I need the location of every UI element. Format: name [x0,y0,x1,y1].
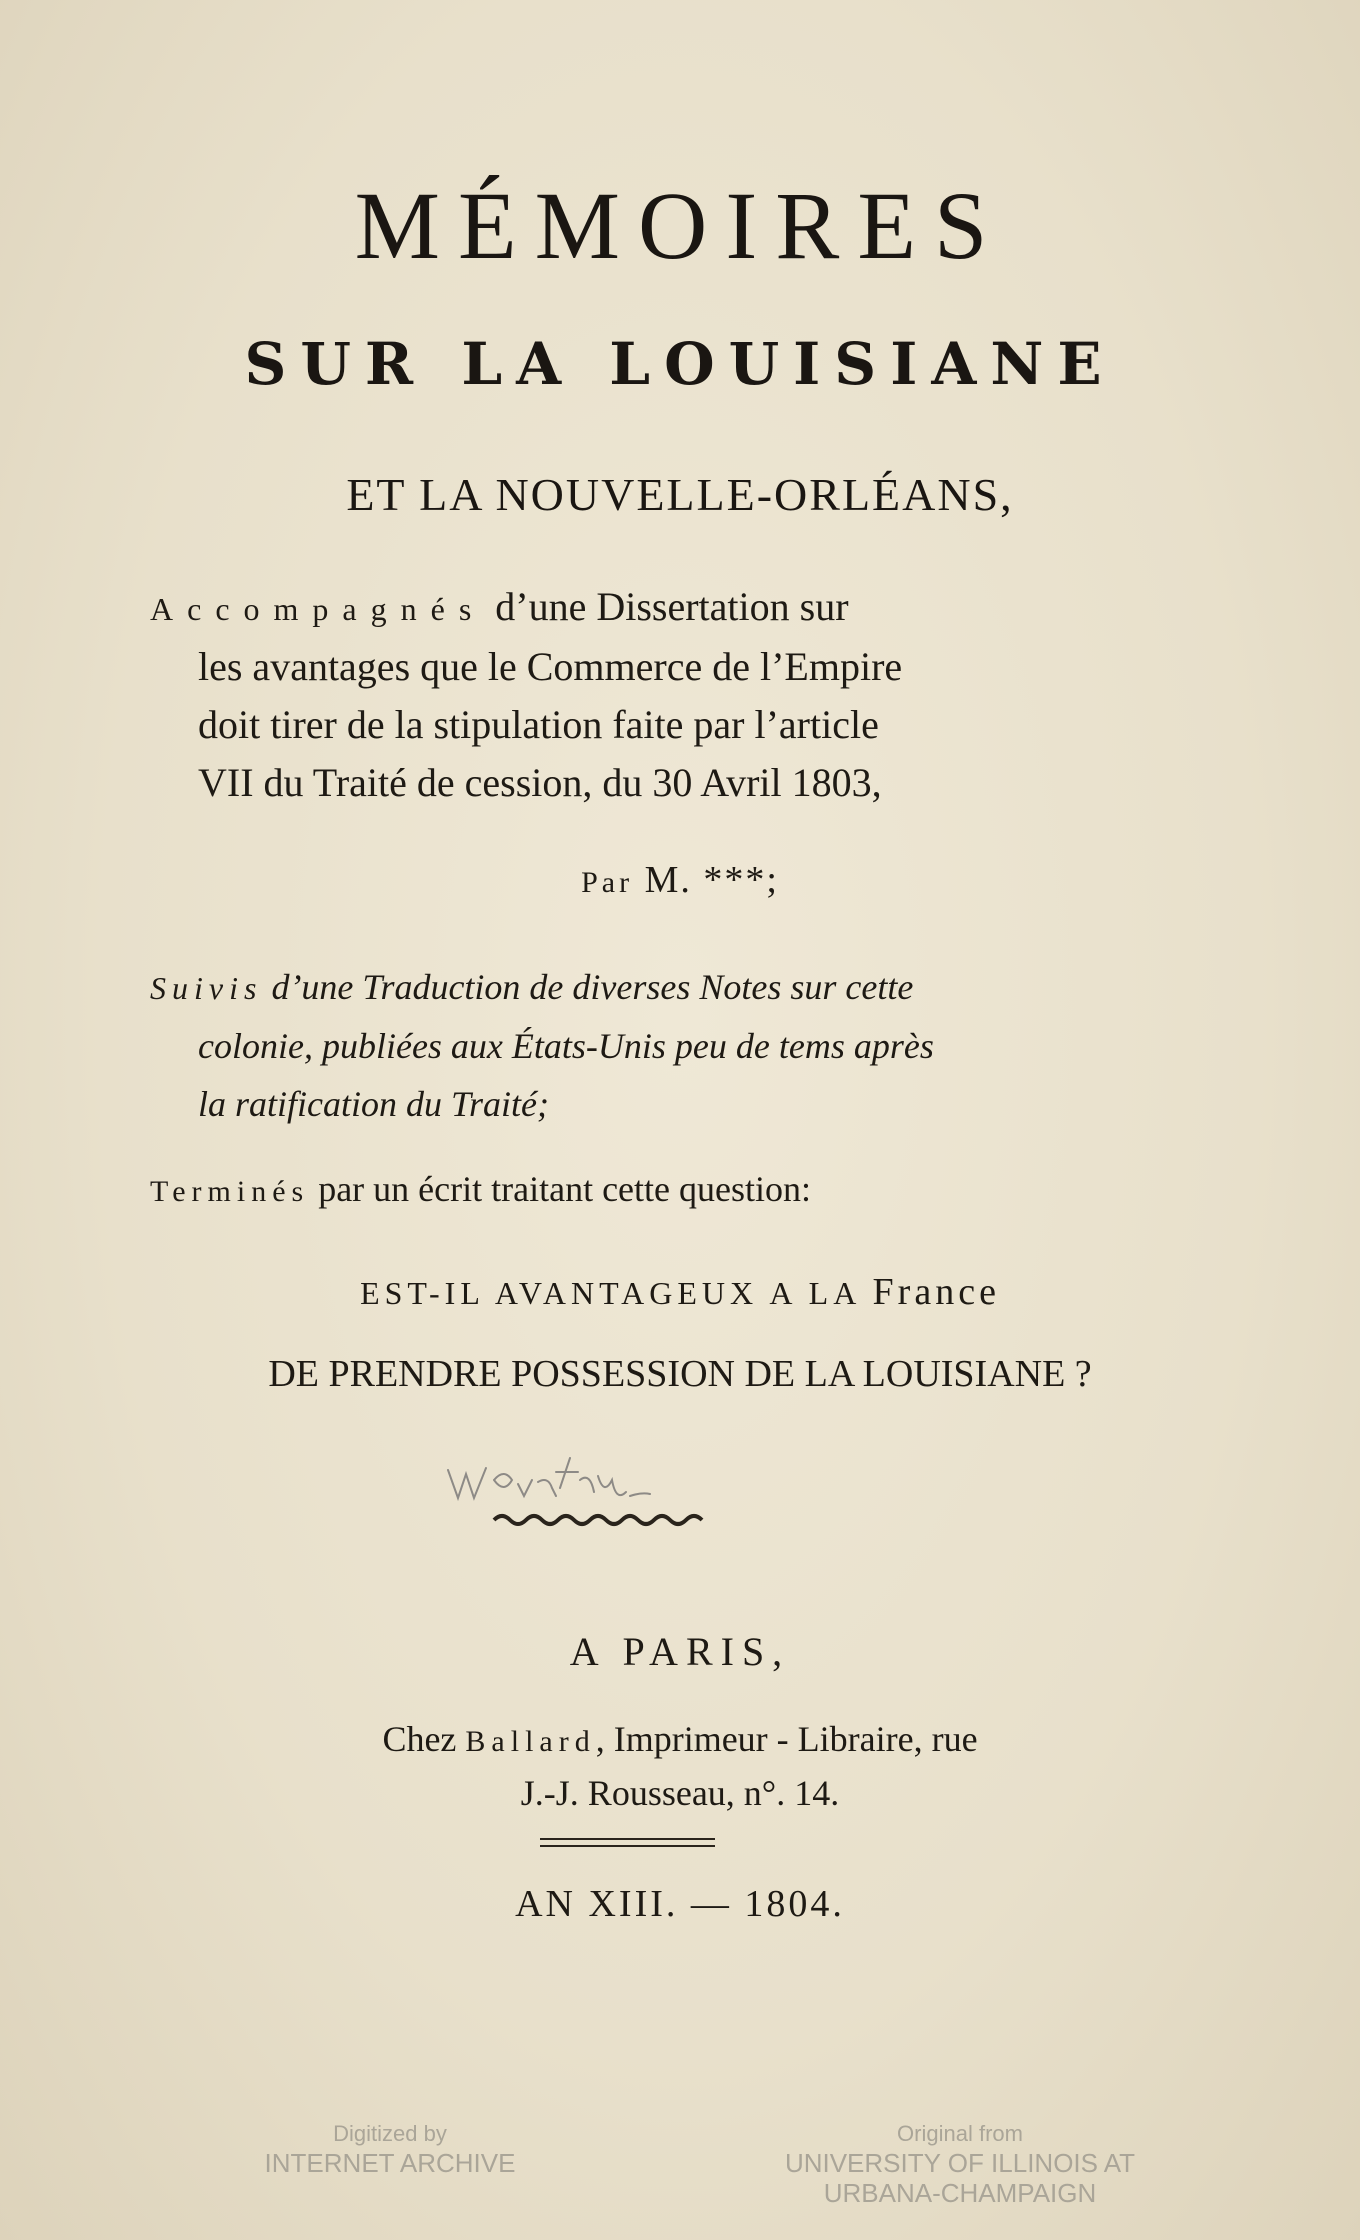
lead-word-suivis: Suivis [150,970,263,1006]
university-label-1: UNIVERSITY OF ILLINOIS AT [784,2148,1136,2178]
description-line-4: VII du Traité de cession, du 30 Avril 1803, [198,760,882,805]
question-line-1-small: EST-IL AVANTAGEUX A LA [360,1275,860,1311]
digitized-by-watermark [250,2120,530,2178]
description-line-1 [150,578,1070,638]
italic-line-1 [150,958,1070,1017]
italic-line-3: la ratification du Traité; [198,1084,550,1124]
digitized-by-label: Digitized by [333,2121,447,2146]
subtitle-line-1: SUR LA LOUISIANE [244,330,1116,398]
subtitle-line-2: ET LA NOUVELLE-ORLÉANS, [346,469,1014,520]
book-title: MÉMOIRES [354,172,1006,279]
paragraph-3-rest: par un écrit traitant cette question: [318,1169,812,1209]
description-line-3: doit tirer de la stipulation faite par l’article [198,702,879,747]
original-from-label: Original from [897,2121,1023,2146]
question-line-2: DE PRENDRE POSSESSION DE LA LOUISIANE ? [268,1353,1092,1395]
decorative-ornament [490,1508,710,1528]
university-label-2: URBANA-CHAMPAIGN [823,2178,1097,2208]
question-line-1 [0,1270,1360,1314]
description-line-1-rest: d’une Dissertation sur [495,584,849,629]
publication-place: A PARIS, [569,1629,791,1674]
publisher-chez: Chez [382,1719,457,1759]
publication-date: AN XIII. — 1804. [515,1883,845,1925]
lead-word-termines: Terminés [150,1175,310,1208]
publisher-name: Ballard [465,1725,596,1758]
publisher-line-1-rest: , Imprimeur - Libraire, rue [595,1719,978,1759]
description-line-2: les avantages que le Commerce de l’Empire [198,644,903,689]
internet-archive-label: INTERNET ARCHIVE [264,2148,516,2178]
author-byline [0,858,1360,902]
double-rule-top [540,1838,715,1840]
italic-line-2: colonie, publiées aux États-Unis peu de tems après [198,1026,934,1066]
description-paragraph-2 [150,958,1070,1133]
publisher-line-1 [0,1718,1360,1760]
publisher-line-2: J.-J. Rousseau, n°. 14. [520,1773,840,1813]
question-line-1-france: France [872,1271,1000,1313]
original-from-watermark [770,2120,1150,2208]
lead-word-accompagnes: Accompagnés [150,591,486,627]
double-rule-bottom [540,1845,715,1847]
handwritten-signature [428,1450,678,1510]
byline-par: Par [581,866,634,899]
italic-line-1-rest: d’une Traduction de diverses Notes sur cette [271,967,914,1007]
description-paragraph-1 [150,578,1070,812]
description-paragraph-3 [150,1160,1070,1221]
byline-author: M. ***; [644,859,779,901]
